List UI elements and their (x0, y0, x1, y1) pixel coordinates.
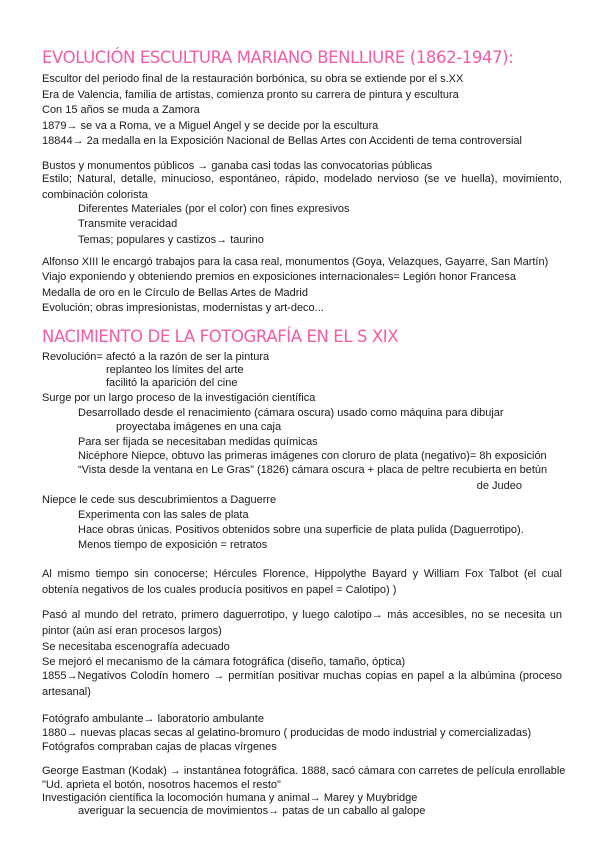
text-line: Se necesitaba escenografía adecuado (42, 641, 230, 653)
text-line-indented: Temas; populares y castizos→ taurino (78, 234, 264, 246)
paragraph-contemporaries: Al mismo tiempo sin conocerse; Hércules Florence, Hippolythe Bayard y William Fox Talbot (el cual obtenía negativos de los cuales producía positivos en papel = Calotipo) ) (42, 568, 562, 596)
text-line: George Eastman (Kodak) → instantánea fotográfica. 1888, sacó cámara con carretes de película enrollable (42, 765, 566, 777)
text-line-indented: averiguar la secuencia de movimientos→ patas de un caballo al galope (78, 805, 426, 817)
text-line-indented: Desarrollado desde el renacimiento (cámara oscura) usado como máquina para dibujar (78, 407, 504, 419)
text-line-indented: “Vista desde la ventana en Le Gras” (1826) cámara oscura + placa de peltre recubierta en betún (78, 464, 548, 476)
text-line-right: de Judeo (476, 480, 522, 492)
text-line: Niepce le cede sus descubrimientos a Daguerre (42, 494, 277, 506)
text-line-indented: Transmite veracidad (78, 218, 178, 230)
text-line: Era de Valencia, familia de artistas, comienza pronto su carrera de pintura y escultura (42, 89, 459, 101)
text-line: Surge por un largo proceso de la investigación científica (42, 392, 316, 404)
text-line-indented: Experimenta con las sales de plata (78, 509, 249, 521)
text-line: Con 15 años se muda a Zamora (42, 104, 200, 116)
paragraph-retrato: Pasó al mundo del retrato, primero daguerrotipo, y luego calotipo→ más accesibles, no se necesita un pintor (aún así eran procesos largos) (42, 609, 562, 637)
text-line: Fotógrafo ambulante→ laboratorio ambulante (42, 713, 264, 725)
style-paragraph: Estilo; Natural, detalle, minucioso, espontáneo, rápido, modelado nervioso (se ve huella), movimiento, combinación colorista (42, 173, 562, 201)
text-line-indented: Para ser fijada se necesitaban medidas químicas (78, 436, 318, 448)
text-line: Investigación científica la locomoción humana y animal→ Marey y Muybridge (42, 792, 418, 804)
text-line: Viajo exponiendo y obteniendo premios en exposiciones internacionales= Legión honor Francesa (42, 271, 517, 283)
text-line: Evolución; obras impresionistas, modernistas y art-deco... (42, 302, 324, 314)
text-line-quote: "Ud. aprieta el botón, nosotros hacemos el resto" (42, 779, 281, 791)
section-heading-benlliure: EVOLUCIÓN ESCULTURA MARIANO BENLLIURE (1862-1947): (42, 48, 514, 67)
text-line-indented: Nicéphore Niepce, obtuvo las primeras imágenes con cloruro de plata (negativo)= 8h exposición (78, 450, 547, 462)
text-line-indented: Menos tiempo de exposición = retratos (78, 539, 268, 551)
text-line: Se mejoró el mecanismo de la cámara fotográfica (diseño, tamaño, óptica) (42, 656, 406, 668)
text-line: 1879→ se va a Roma, ve a Miguel Angel y se decide por la escultura (42, 120, 379, 132)
text-line: Escultor del periodo final de la restauración borbónica, su obra se extiende por el s.XX (42, 73, 464, 85)
text-line: Fotógrafos compraban cajas de placas vírgenes (42, 741, 277, 753)
text-line: 1880→ nuevas placas secas al gelatino-bromuro ( producidas de modo industrial y comercializadas) (42, 727, 532, 739)
paragraph-1855: 1855→Negativos Colodín homero → permitían positivar muchas copias en papel a la albúmina (proceso artesanal) (42, 670, 562, 698)
text-line: Medalla de oro en le Círculo de Bellas Artes de Madrid (42, 287, 308, 299)
text-line-indented: replanteo los límites del arte (106, 364, 244, 376)
text-line: Revolución= afectó a la razón de ser la pintura (42, 351, 270, 363)
text-line-indented: Diferentes Materiales (por el color) con fines expresivos (78, 203, 350, 215)
text-line-indented: Hace obras únicas. Positivos obtenidos sobre una superficie de plata pulida (Daguerrotipo). (78, 524, 524, 536)
section-heading-fotografia: NACIMIENTO DE LA FOTOGRAFÍA EN EL S XIX (42, 327, 399, 346)
text-line: Bustos y monumentos públicos → ganaba casi todas las convocatorias públicas (42, 160, 433, 172)
text-line-indented: proyectaba imágenes en una caja (116, 421, 282, 433)
text-line: Alfonso XIII le encargó trabajos para la casa real, monumentos (Goya, Velazques, Gayarre, San Martín) (42, 256, 549, 268)
text-line-indented: facilitó la aparición del cine (106, 377, 238, 389)
text-line: 18844→ 2a medalla en la Exposición Nacional de Bellas Artes con Accidenti de tema controversial (42, 135, 522, 147)
